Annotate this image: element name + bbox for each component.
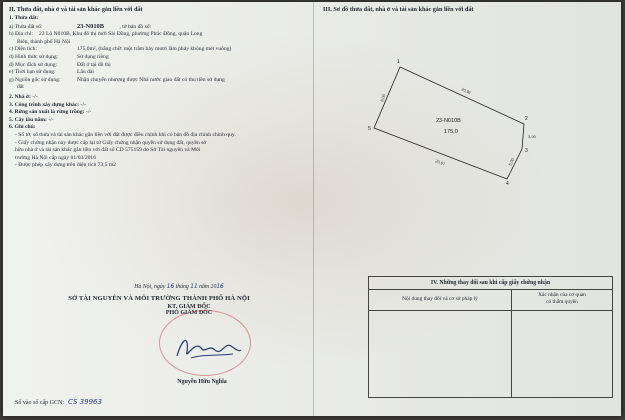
signature-block (9, 284, 309, 385)
parcel-diagram (323, 32, 543, 192)
section-iii-title: III. Sơ đồ thửa đất, nhà ở và tài sản khác gắn liền với đất (323, 6, 474, 13)
note-line: trường Hà Nội cấp ngày 01/03/2016 (15, 154, 97, 161)
note-line: - Số tờ, số thửa và tài sản khác gắn liền với đất được điều chỉnh khi có bản đồ địa chính chính quy. (15, 131, 236, 138)
changes-table-header (369, 290, 612, 311)
edge-length: 20,97 (434, 158, 446, 167)
field-g: g) Nguồn gốc sử dụng: Nhận chuyển nhượng được Nhà nước giao đất có thu tiền sử dụng (9, 76, 225, 83)
trees-row: 5. Cây lâu năm: -/- (9, 116, 54, 123)
right-page (323, 6, 613, 15)
sub1-title: 1. Thửa đất: (9, 15, 39, 21)
field-g-cont: đất (17, 84, 24, 91)
signer-name: Nguyễn Hữu Nghĩa (177, 379, 227, 385)
col-content-header: Nội dung thay đổi và cơ sở pháp lý (369, 290, 512, 310)
field-b: b) Địa chỉ: 23 Lô N010B, Khu đô thị mới Sài Đồng, phường Phúc Đồng, quận Long (9, 31, 203, 38)
certificate-sheet (3, 2, 621, 416)
edge-length: 20,96 (460, 86, 472, 96)
changes-table-title: IV. Những thay đổi sau khi cấp giấy chứng nhận (369, 277, 612, 290)
field-dd: đ) Mục đích sử dụng: Đất ở tại đô thị (9, 61, 111, 68)
field-d: d) Hình thức sử dụng: Sử dụng riêng (9, 53, 109, 60)
kt-title: KT. GIÁM ĐỐC (167, 304, 211, 310)
issue-date: Hà Nội, ngày 16 tháng 11 năm 2016 (134, 284, 224, 290)
field-b-cont: Biên, thành phố Hà Nội (17, 38, 71, 45)
notes-list (15, 132, 309, 170)
point-label: 3 (525, 148, 528, 154)
department-name: SỞ TÀI NGUYÊN VÀ MÔI TRƯỜNG THÀNH PHỐ HÀ NỘI (68, 295, 250, 302)
area-label: 175,0 (444, 129, 458, 135)
field-c: c) Diện tích: 175,0m², (bằng chữ: một trăm bảy mươi lăm phảy không mét vuông) (9, 46, 232, 53)
left-page (9, 6, 309, 406)
changes-table (368, 276, 613, 398)
section-ii-title: II. Thửa đất, nhà ở và tài sản khác gắn liền với đất (9, 6, 143, 13)
changes-table-body (369, 311, 612, 398)
point-label: 1 (397, 59, 400, 65)
edge-length: 5,00 (507, 157, 516, 167)
notes-title: 6. Ghi chú: (9, 124, 36, 131)
deputy-director-title: PHÓ GIÁM ĐỐC (165, 310, 213, 316)
house-row: 2. Nhà ở: -/- (9, 93, 38, 100)
note-line: - Được phép xây dựng trên diện tích 73,5 m2 (15, 162, 116, 169)
col-content-cell (369, 311, 512, 398)
edge-length: 3,00 (528, 134, 536, 139)
point-label: 2 (525, 116, 528, 122)
field-e: e) Thời hạn sử dụng: Lâu dài (9, 69, 94, 76)
point-label: 5 (368, 126, 371, 132)
parcel-label: 23-N010B (436, 118, 461, 124)
point-label: 4 (506, 181, 509, 187)
registration-number: Số vào sổ cấp GCN: CS 39963 (15, 398, 102, 406)
col-confirm-cell (512, 311, 612, 398)
fold-line (313, 2, 314, 416)
col-confirm-header: Xác nhận của cơ quan có thẩm quyền (538, 292, 586, 305)
construction-row: 3. Công trình xây dựng khác: -/- (9, 101, 86, 108)
edge-length: 8,00 (379, 93, 387, 103)
forest-row: 4. Rừng sản xuất là rừng trồng: -/- (9, 109, 92, 116)
field-a: a) Thửa đất số: 23-N010B , tờ bản đồ số: (9, 22, 152, 30)
note-line: - Giấy chứng nhận này được cấp lại từ Giấy chứng nhận quyền sử dụng đất, quyền sở (15, 139, 207, 146)
note-line: hữu nhà ở và tài sản khác gắn liền với đất số CD 575159 do Sở Tài nguyên và Môi (15, 147, 201, 154)
signature (173, 330, 243, 364)
